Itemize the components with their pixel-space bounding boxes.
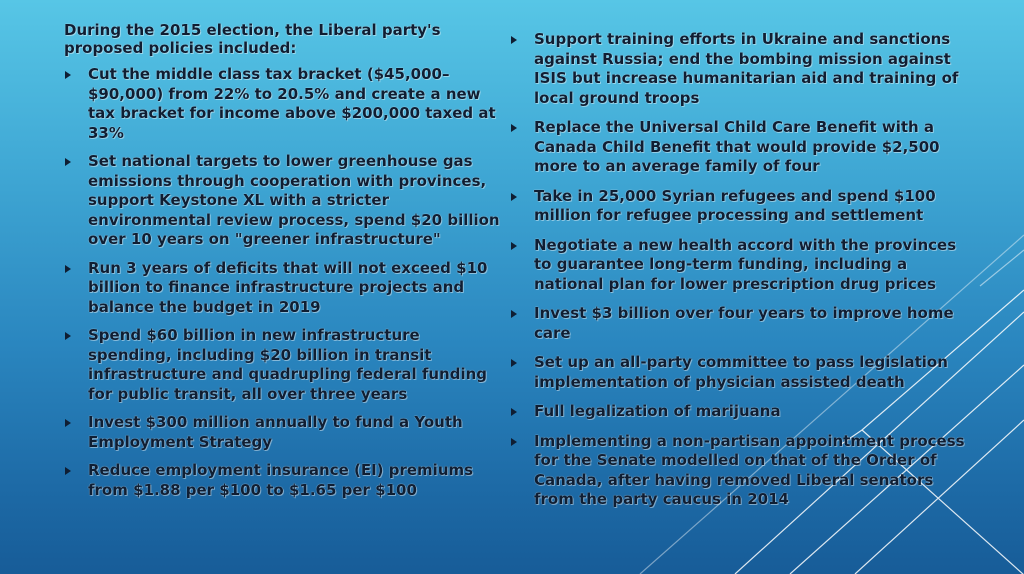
list-item bbox=[510, 118, 965, 177]
list-item bbox=[510, 187, 965, 226]
bullet-triangle-icon bbox=[65, 467, 71, 475]
list-item bbox=[64, 326, 504, 404]
list-item-text: Take in 25,000 Syrian refugees and spend $100 million for refugee processing and settlement bbox=[534, 186, 936, 224]
bullet-triangle-icon bbox=[511, 408, 517, 416]
list-item-text: Reduce employment insurance (EI) premiums from $1.88 per $100 to $1.65 per $100 bbox=[88, 461, 474, 499]
bullet-triangle-icon bbox=[511, 124, 517, 132]
right-bullet-list bbox=[510, 30, 965, 510]
list-item bbox=[510, 304, 965, 343]
list-item bbox=[510, 236, 965, 295]
bullet-triangle-icon bbox=[65, 265, 71, 273]
list-item bbox=[64, 461, 504, 500]
list-item bbox=[510, 353, 965, 392]
list-item-text: Cut the middle class tax bracket ($45,000–$90,000) from 22% to 20.5% and create a new tax bracket for income above $200,000 taxed at 33% bbox=[88, 65, 496, 142]
intro-heading: During the 2015 election, the Liberal party's proposed policies included: bbox=[64, 21, 441, 57]
list-item-text: Implementing a non-partisan appointment process for the Senate modelled on that of the Order of Canada, after having removed Liberal senators from the party caucus in 2014 bbox=[534, 431, 965, 508]
bullet-triangle-icon bbox=[511, 359, 517, 367]
list-item-text: Support training efforts in Ukraine and sanctions against Russia; end the bombing mission against ISIS but increase humanitarian aid and training of local ground troops bbox=[534, 30, 959, 107]
list-item-text: Run 3 years of deficits that will not exceed $10 billion to finance infrastructure projects and balance the budget in 2019 bbox=[88, 258, 488, 316]
list-item bbox=[64, 413, 504, 452]
bullet-triangle-icon bbox=[511, 193, 517, 201]
list-item bbox=[64, 152, 504, 250]
left-bullet-list bbox=[64, 65, 504, 500]
bullet-triangle-icon bbox=[511, 438, 517, 446]
left-column bbox=[64, 22, 504, 509]
bullet-triangle-icon bbox=[65, 419, 71, 427]
list-item bbox=[510, 432, 965, 510]
list-item-text: Negotiate a new health accord with the provinces to guarantee long-term funding, including a national plan for lower prescription drug prices bbox=[534, 235, 957, 293]
list-item-text: Full legalization of marijuana bbox=[534, 402, 781, 420]
list-item-text: Set national targets to lower greenhouse gas emissions through cooperation with provinces, support Keystone XL with a stricter environmental review process, spend $20 billion over 10 years on "greener infrastructure" bbox=[88, 152, 500, 248]
list-item bbox=[64, 259, 504, 318]
list-item-text: Replace the Universal Child Care Benefit with a Canada Child Benefit that would provide $2,500 more to an average family of four bbox=[534, 118, 940, 175]
bullet-triangle-icon bbox=[511, 36, 517, 44]
bullet-triangle-icon bbox=[65, 158, 71, 166]
list-item bbox=[510, 402, 965, 422]
bullet-triangle-icon bbox=[65, 71, 71, 79]
list-item-text: Set up an all-party committee to pass legislation implementation of physician assisted death bbox=[534, 353, 948, 391]
list-item-text: Invest $3 billion over four years to improve home care bbox=[534, 304, 954, 342]
bullet-triangle-icon bbox=[511, 310, 517, 318]
list-item-text: Invest $300 million annually to fund a Youth Employment Strategy bbox=[88, 413, 463, 451]
bullet-triangle-icon bbox=[65, 332, 71, 340]
list-item-text: Spend $60 billion in new infrastructure spending, including $20 billion in transit infrastructure and quadrupling federal funding for public transit, all over three years bbox=[88, 326, 488, 403]
bullet-triangle-icon bbox=[511, 242, 517, 250]
right-column bbox=[510, 30, 965, 520]
list-item bbox=[510, 30, 965, 108]
list-item bbox=[64, 65, 504, 143]
